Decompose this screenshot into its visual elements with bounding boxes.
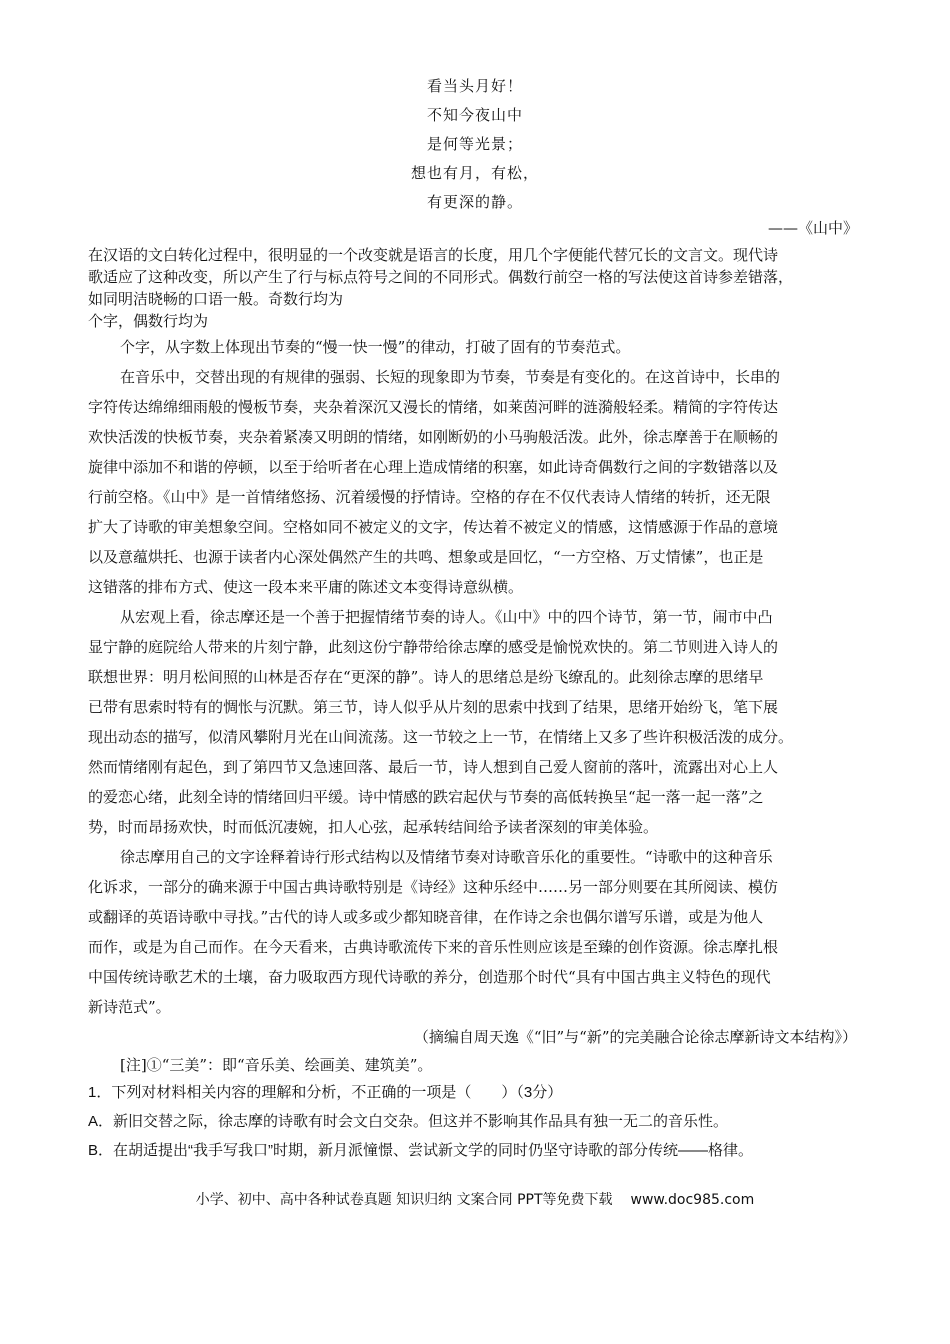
answer-option-b: B．在胡适提出“我手写我口”时期，新月派憧憬、尝试新文学的同时仍坚守诗歌的部分传统——格律。 xyxy=(88,1142,753,1159)
text-line: 欢快活泼的快板节奏，夹杂着紧凑又明朗的情绪，如刚断奶的小马驹般活泼。此外，徐志摩善于在顺畅的 xyxy=(88,428,779,446)
text-line: 徐志摩用自己的文字诠释着诗行形式结构以及情绪节奏对诗歌音乐化的重要性。“诗歌中的这种音乐 xyxy=(120,848,773,866)
paragraph-2 xyxy=(88,332,863,362)
poem-line: 不知今夜山中 xyxy=(426,106,523,124)
text-line: 行前空格。《山中》是一首情绪悠扬、沉着缓慢的抒情诗。空格的存在不仅代表诗人情绪的转折，还无限 xyxy=(88,488,771,506)
text-line: 在音乐中，交替出现的有规律的强弱、长短的现象即为节奏，节奏是有变化的。在这首诗中，长串的 xyxy=(120,368,781,386)
text-line: 扩大了诗歌的审美想象空间。空格如同不被定义的文字，传达着不被定义的情感，这情感源于作品的意境 xyxy=(88,518,779,536)
text-line: 联想世界：明月松间照的山林是否存在“更深的静”。诗人的思绪总是纷飞缭乱的。此刻徐志摩的思绪早 xyxy=(88,668,764,686)
source-citation: （摘编自周天逸《“旧”与“新”的完美融合论徐志摩新诗文本结构》） xyxy=(413,1028,857,1046)
poem-line: 看当头月好！ xyxy=(426,77,523,95)
text-line: 个字，从字数上体现出节奏的“慢一快一慢”的律动，打破了固有的节奏范式。 xyxy=(120,338,631,356)
text-line: 字符传达绵绵细雨般的慢板节奏，夹杂着深沉又漫长的情绪，如莱茵河畔的涟漪般轻柔。精简的字符传达 xyxy=(88,398,779,416)
poem-line: 有更深的静。 xyxy=(426,193,523,211)
text-line: 然而情绪刚有起色，到了第四节又急速回落、最后一节，诗人想到自己爱人窗前的落叶，流露出对心上人 xyxy=(88,758,779,776)
answer-option-a: A．新旧交替之际，徐志摩的诗歌有时会文白交杂。但这并不影响其作品具有独一无二的音乐性。 xyxy=(88,1113,729,1130)
text-line: 的爱恋心绪，此刻全诗的情绪回归平缓。诗中情感的跌宕起伏与节奏的高低转换呈“起一落一起一落”之 xyxy=(88,788,764,806)
text-line: 新诗范式”。 xyxy=(88,998,171,1016)
text-line: 如同明洁晓畅的口语一般。奇数行均为 xyxy=(88,290,344,308)
text-line: 以及意蕴烘托、也源于读者内心深处偶然产生的共鸣、想象或是回忆，“一方空格、万丈情愫”，也正是 xyxy=(88,548,764,566)
question-stem: 1．下列对材料相关内容的理解和分析，不正确的一项是（ ）（3分） xyxy=(88,1084,563,1101)
text-line: 个字，偶数行均为 xyxy=(88,312,209,330)
footnote: [注]①“三美”：即“音乐美、绘画美、建筑美”。 xyxy=(120,1056,433,1074)
poem-line: 是何等光景； xyxy=(426,135,523,153)
text-line: 旋律中添加不和谐的停顿，以至于给听者在心理上造成情绪的积塞，如此诗奇偶数行之间的字数错落以及 xyxy=(88,458,779,476)
paragraph-4 xyxy=(88,602,863,842)
poem-line: 想也有月，有松， xyxy=(410,164,539,182)
poem-source: ——《山中》 xyxy=(767,219,858,237)
text-line: 显宁静的庭院给人带来的片刻宁静，此刻这份宁静带给徐志摩的感受是愉悦欢快的。第二节则进入诗人的 xyxy=(88,638,779,656)
text-line: 歌适应了这种改变，所以产生了行与标点符号之间的不同形式。偶数行前空一格的写法使这首诗参差错落， xyxy=(88,268,794,286)
paragraph-3 xyxy=(88,362,863,602)
text-line: 中国传统诗歌艺术的土壤，奋力吸取西方现代诗歌的养分，创造那个时代“具有中国古典主义特色的现代 xyxy=(88,968,771,986)
article-body xyxy=(88,244,863,1165)
text-line: 已带有思索时特有的惆怅与沉默。第三节，诗人似乎从片刻的思索中找到了结果，思绪开始纷飞，笔下展 xyxy=(88,698,779,716)
text-line: 在汉语的文白转化过程中，很明显的一个改变就是语言的长度，用几个字便能代替冗长的文言文。现代诗 xyxy=(88,246,779,264)
text-line: 势，时而昂扬欢快，时而低沉凄婉，扣人心弦，起承转结间给予读者深刻的审美体验。 xyxy=(88,818,659,836)
poem-excerpt xyxy=(0,72,950,217)
text-line: 而作，或是为自己而作。在今天看来，古典诗歌流传下来的音乐性则应该是至臻的创作资源。徐志摩扎根 xyxy=(88,938,779,956)
paragraph-5 xyxy=(88,842,863,1022)
text-line: 这错落的排布方式、使这一段本来平庸的陈述文本变得诗意纵横。 xyxy=(88,578,524,596)
text-line: 现出动态的描写，似清风攀附月光在山间流荡。这一节较之上一节，在情绪上又多了些许积极活泼的成分。 xyxy=(88,728,794,746)
page-footer xyxy=(0,1189,950,1211)
text-line: 或翻译的英语诗歌中寻找。”古代的诗人或多或少都知晓音律，在作诗之余也偶尔谱写乐谱，或是为他人 xyxy=(88,908,764,926)
text-line: 化诉求，一部分的确来源于中国古典诗歌特别是《诗经》这种乐经中……另一部分则要在其所阅读、模仿 xyxy=(88,878,779,896)
paragraph-1 xyxy=(88,244,863,332)
footer-url: www.doc985.com xyxy=(630,1192,755,1208)
text-line: 从宏观上看，徐志摩还是一个善于把握情绪节奏的诗人。《山中》中的四个诗节，第一节，闹市中凸 xyxy=(120,608,773,626)
footer-text: 小学、初中、高中各种试卷真题 知识归纳 文案合同 PPT等免费下载 xyxy=(195,1192,613,1208)
